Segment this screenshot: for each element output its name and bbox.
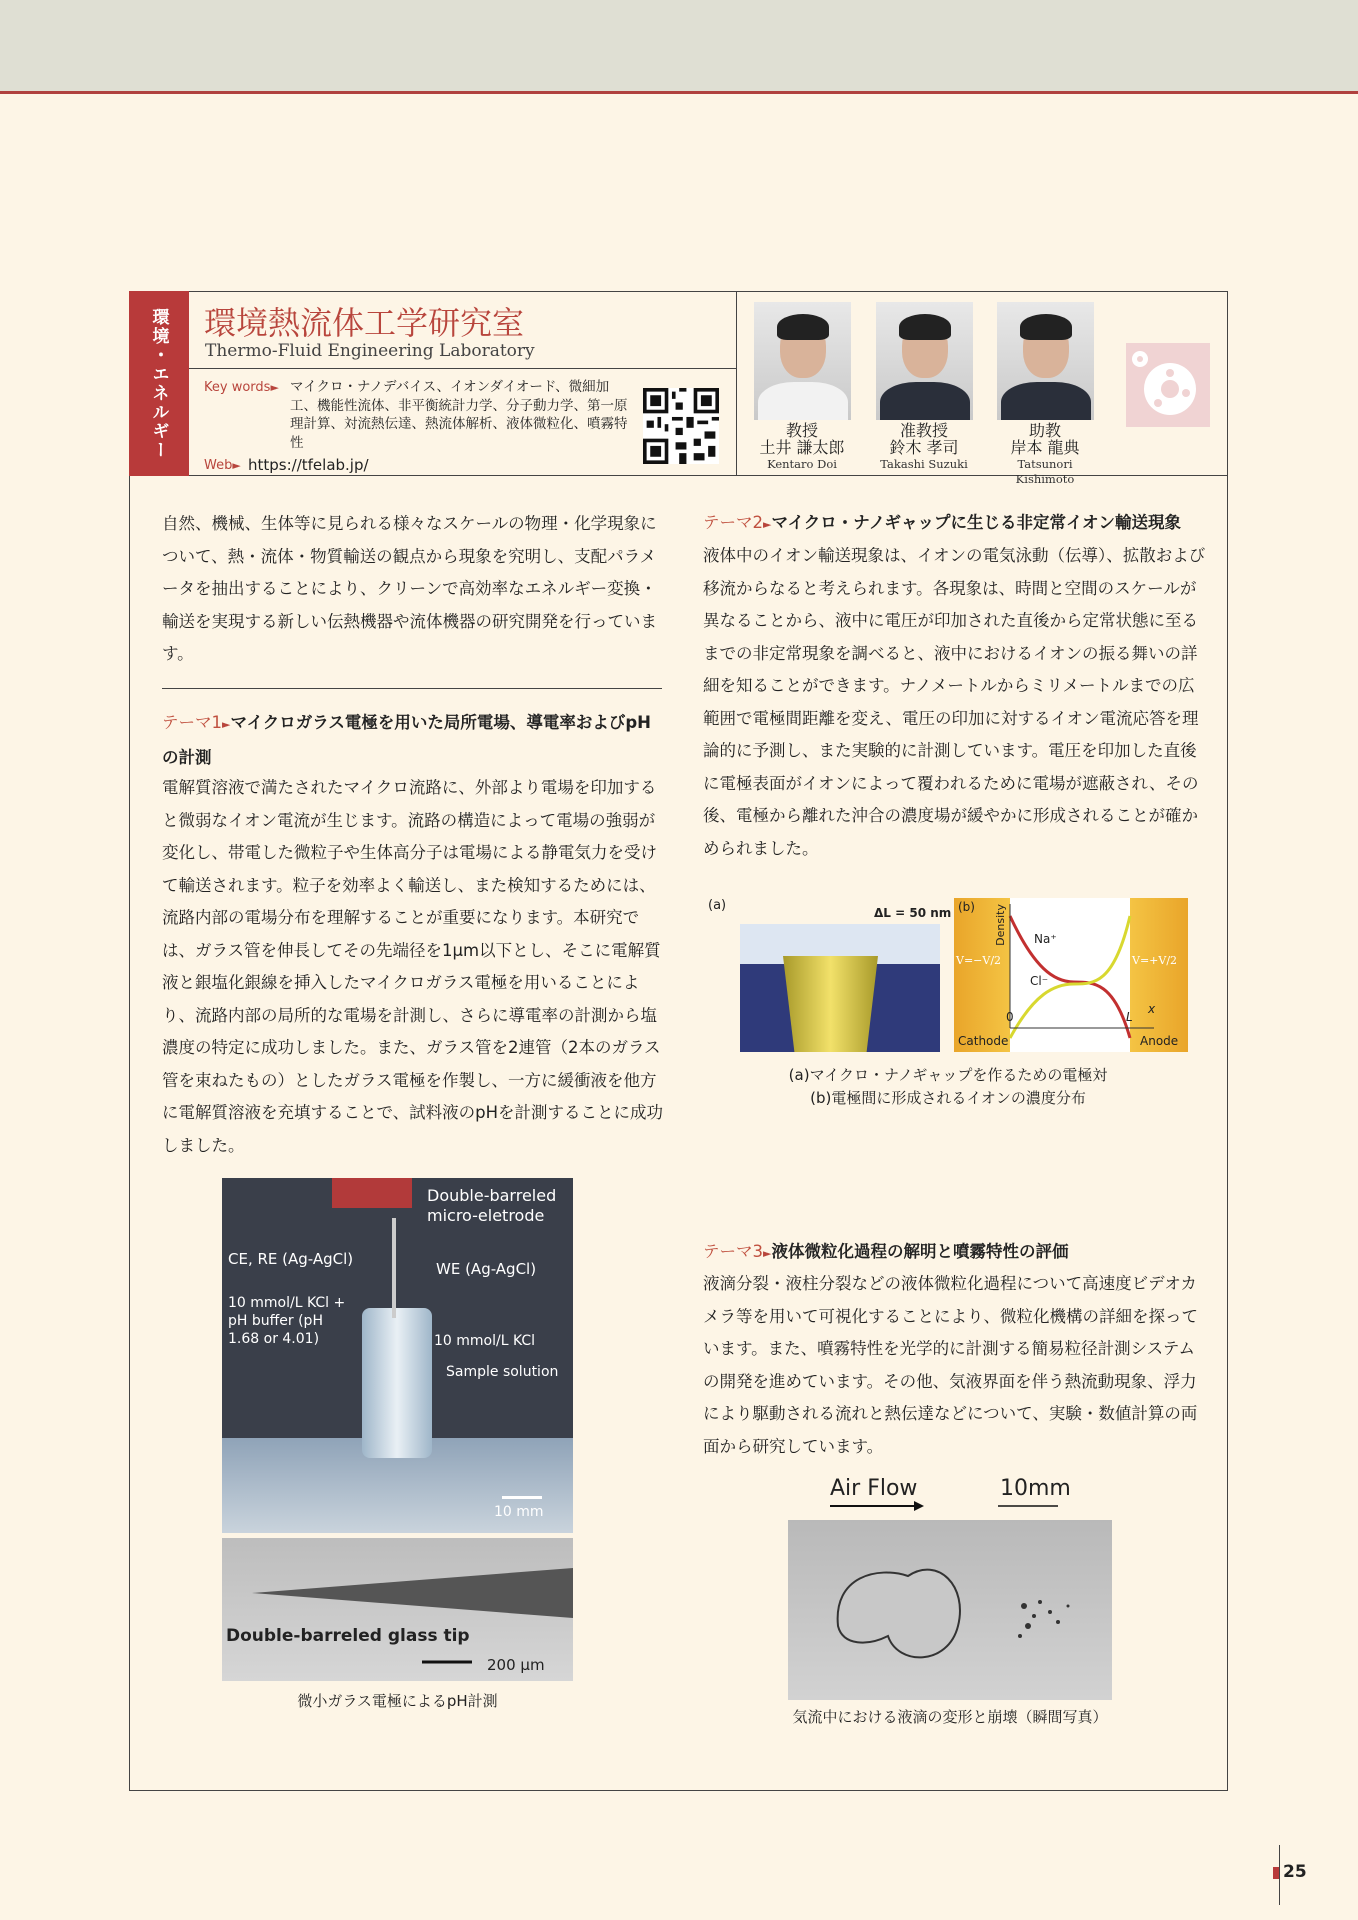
fig2-label-b: (b)	[958, 900, 975, 914]
person-suzuki: 准教授 鈴木 孝司 Takashi Suzuki	[880, 421, 968, 471]
theme3-caption: 気流中における液滴の変形と崩壊（瞬間写真）	[792, 1708, 1108, 1726]
portrait-kishimoto	[997, 302, 1094, 420]
fig3-droplet	[788, 1476, 1112, 1700]
portrait-doi	[754, 302, 851, 420]
theme1-figure-bottom	[222, 1538, 573, 1681]
category-tab: 環境・エネルギー	[129, 291, 189, 476]
fig1-scalebar	[502, 1496, 542, 1499]
theme3-figure	[788, 1476, 1112, 1700]
theme1-body: 電解質溶液で満たされたマイクロ流路に、外部より電場を印加すると微弱なイオン電流が生じます。流路の構造によって電場の強弱が変化し、帯電した微粒子や生体高分子は電場による静電気力を受けて輸送されます。粒子を効率よく輸送し、また検知するためには、流路内部の電場分布を理解することが重要になります。本研究では、ガラス管を伸長してその先端径を1μm以下とし、そこに電解質液と銀塩化銀線を挿入したマイクロガラス電極を用いることにより、流路内部の局所的な電場を計測し、さらに導電率の計測から塩濃度の特定に成功しました。また、ガラス管を2連管（2本のガラス管を束ねたもの）としたガラス電極を作製し、一方に緩衝液を他方に電解質溶液を充填することで、試料液のpHを計測することに成功しました。	[162, 778, 664, 1155]
fig2-label-dl: ΔL = 50 nm	[874, 906, 952, 920]
portrait-suzuki	[876, 302, 973, 420]
lab-title-jp: 環境熱流体工学研究室	[204, 304, 525, 342]
lab-logo-icon	[1126, 343, 1210, 427]
qr-code-icon[interactable]	[643, 388, 719, 464]
top-band	[0, 0, 1358, 94]
fig2-label-cathode: Cathode	[958, 1034, 1009, 1048]
page-number-marker	[1273, 1867, 1279, 1879]
theme2-caption-a: (a)マイクロ・ナノギャップを作るための電極対	[788, 1066, 1108, 1084]
fig2-label-vr: V=+V/2	[1132, 954, 1178, 967]
theme2-heading: テーマ2►マイクロ・ナノギャップに生じる非定常イオン輸送現象	[703, 513, 1181, 532]
theme2-caption	[708, 1064, 1188, 1110]
title-divider	[189, 368, 737, 369]
intro-text: 自然、機械、生体等に見られる様々なスケールの物理・化学現象について、熱・流体・物質輸送の観点から現象を究明し、支配パラメータを抽出することにより、クリーンで高効率なエネルギー変換・輸送を実現する新しい伝熱機器や流体機器の研究開発を行っています。	[162, 514, 657, 663]
keywords-label: Key words►	[204, 380, 279, 395]
fig2-label-density: Density	[994, 904, 1007, 946]
fig2-label-cl: Cl⁻	[1030, 974, 1049, 988]
theme1-figure-top	[222, 1178, 573, 1533]
person-kishimoto: 助教 岸本 龍典 Tatsunori Kishimoto	[1010, 421, 1080, 486]
fig3-label-scale: 10mm	[1000, 1476, 1071, 1501]
web-label: Web►	[204, 458, 241, 473]
fig1-label-ce: CE, RE (Ag-AgCl)	[228, 1250, 354, 1268]
fig2-label-zero: 0	[1006, 1010, 1014, 1024]
fig1-label-kcl-buffer: 10 mmol/L KCl + pH buffer (pH 1.68 or 4.01)	[228, 1295, 346, 1347]
fig1-label-200um: 200 μm	[487, 1656, 545, 1674]
fig2-label-anode: Anode	[1140, 1034, 1179, 1048]
lab-title-en: Thermo-Fluid Engineering Laboratory	[205, 341, 535, 361]
fig2-label-L: L	[1126, 1010, 1133, 1024]
person-doi: 教授 土井 謙太郎 Kentaro Doi	[759, 421, 845, 471]
fig2-density-curves	[954, 898, 1188, 1052]
theme1-heading: テーマ1►マイクロガラス電極を用いた局所電場、導電率およびpHの計測	[162, 713, 651, 767]
theme1-caption: 微小ガラス電極によるpH計測	[297, 1692, 498, 1710]
fig2-label-vl: V=−V/2	[956, 954, 1002, 967]
fig1-label-kcl: 10 mmol/L KCl	[434, 1333, 536, 1349]
fig2-label-x: x	[1148, 1002, 1156, 1016]
intro-divider	[162, 688, 662, 689]
fig1-label-tip: Double-barreled glass tip	[226, 1626, 470, 1646]
keywords-text: マイクロ・ナノデバイス、イオンダイオード、微細加工、機能性流体、非平衡統計力学、分子動力学、第一原理計算、対流熱伝達、熱流体解析、液体微粒化、噴霧特性	[290, 379, 628, 451]
fig3-label-airflow: Air Flow	[830, 1476, 918, 1501]
theme3-body: 液滴分裂・液柱分裂などの液体微粒化過程について高速度ビデオカメラ等を用いて可視化することにより、微粒化機構の詳細を探っています。また、噴霧特性を光学的に計測する簡易粒径計測システムの開発を進めています。その他、気液界面を伴う熱流動現象、浮力により駆動される流れと熱伝達などについて、実験・数値計算の両面から研究しています。	[703, 1274, 1198, 1456]
fig1-label-electrode: Double-barreled micro-eletrode	[427, 1186, 557, 1225]
fig2-label-na: Na⁺	[1034, 932, 1057, 946]
page-edge-line	[1279, 1845, 1280, 1905]
theme3-heading: テーマ3►液体微粒化過程の解明と噴霧特性の評価	[703, 1242, 1069, 1261]
page-number: 25	[1283, 1862, 1307, 1882]
fig1-label-we: WE (Ag-AgCl)	[436, 1260, 537, 1278]
web-url-link[interactable]: https://tfelab.jp/	[248, 456, 369, 474]
theme2-figure	[708, 894, 1188, 1052]
fig2-label-a: (a)	[708, 898, 727, 913]
fig1-label-sample: Sample solution	[446, 1364, 559, 1380]
fig1-scale-label: 10 mm	[494, 1504, 544, 1520]
theme2-caption-b: (b)電極間に形成されるイオンの濃度分布	[810, 1089, 1086, 1107]
theme2-body: 液体中のイオン輸送現象は、イオンの電気泳動（伝導）、拡散および移流からなると考えられます。各現象は、時間と空間のスケールが異なることから、液中に電圧が印加された直後から定常状態に至るまでの非定常現象を調べると、液中におけるイオンの振る舞いの詳細を知ることができます。ナノメートルからミリメートルまでの広範囲で電極間距離を変え、電圧の印加に対するイオン電流応答を理論的に予測し、また実験的に計測しています。電圧を印加した直後に電極表面がイオンによって覆われるために電場が遮蔽され、その後、電極から離れた沖合の濃度場が緩やかに形成されることが確かめられました。	[703, 546, 1206, 858]
